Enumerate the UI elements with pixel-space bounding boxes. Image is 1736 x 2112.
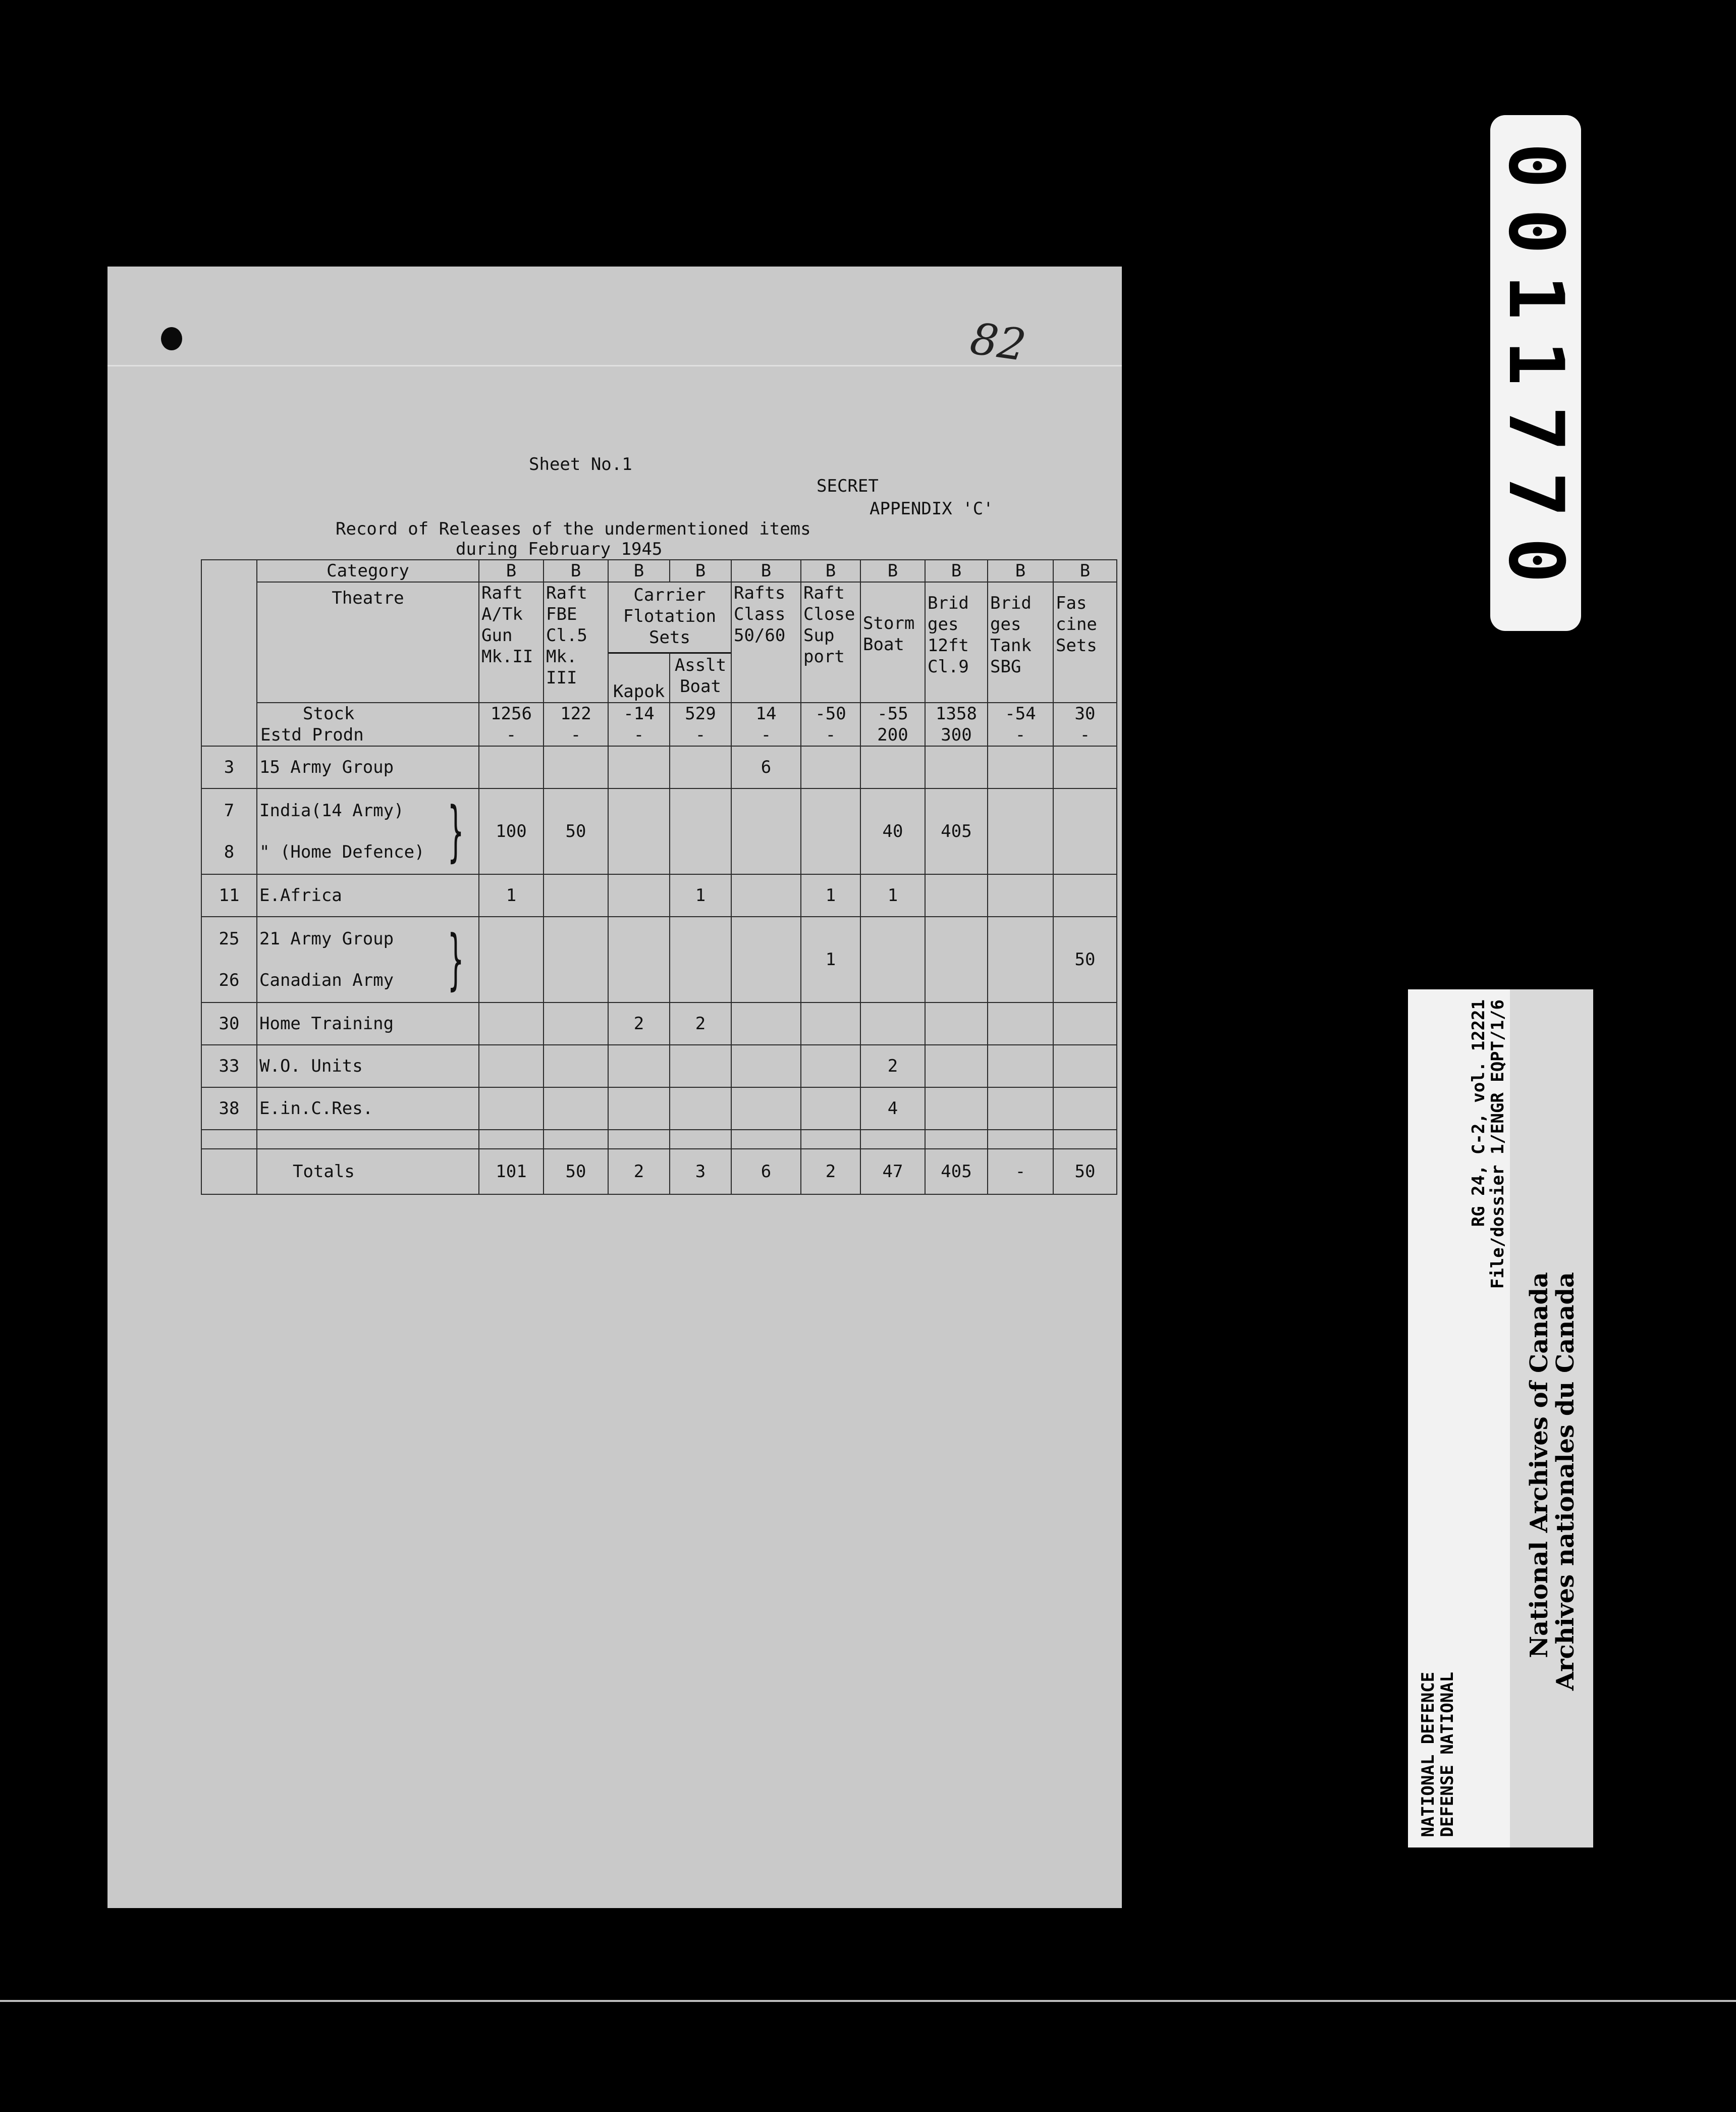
value-cell bbox=[801, 746, 860, 788]
archive-reference-label bbox=[1408, 989, 1514, 1847]
value-cell bbox=[988, 1045, 1053, 1087]
estd-value: 200 bbox=[877, 725, 908, 745]
estd-value: - bbox=[761, 725, 772, 745]
value-cell bbox=[544, 746, 608, 788]
theatre-name-value: W.O. Units bbox=[259, 1056, 363, 1076]
category-cell: B bbox=[608, 560, 670, 582]
value-cell bbox=[988, 746, 1053, 788]
category-header: Category bbox=[257, 560, 479, 582]
stock-value: -14 bbox=[623, 704, 655, 724]
value-cell bbox=[925, 746, 988, 788]
value-cell bbox=[1053, 874, 1117, 917]
value-cell bbox=[1053, 746, 1117, 788]
estd-value: - bbox=[1079, 725, 1091, 745]
value-cell: 40 bbox=[860, 788, 925, 874]
row-number-value: 38 bbox=[219, 1098, 240, 1119]
blank-row bbox=[201, 1130, 1117, 1149]
col-header-raft-close: Raft Close Sup port bbox=[801, 582, 860, 703]
stock-labels bbox=[257, 703, 479, 746]
row-number bbox=[201, 874, 257, 917]
total-cell: 2 bbox=[801, 1149, 860, 1194]
value-cell: 1 bbox=[801, 874, 860, 917]
record-group-reference: RG 24, C-2, vol. 12221 bbox=[1469, 999, 1489, 1227]
value-cell: 4 bbox=[860, 1087, 925, 1130]
category-cell: B bbox=[544, 560, 608, 582]
totals-row bbox=[201, 1149, 1117, 1194]
value-cell bbox=[608, 874, 670, 917]
row-number bbox=[201, 788, 257, 874]
page-fold-line bbox=[107, 365, 1122, 366]
value-cell bbox=[801, 1002, 860, 1045]
file-reference: File/dossier 1/ENGR EQPT/1/6 bbox=[1488, 999, 1508, 1289]
value-cell bbox=[608, 1045, 670, 1087]
archives-name-fr: Archives nationales du Canada bbox=[1551, 1272, 1580, 1691]
total-cell: 47 bbox=[860, 1149, 925, 1194]
total-cell: - bbox=[988, 1149, 1053, 1194]
value-cell bbox=[925, 1087, 988, 1130]
category-cell: B bbox=[988, 560, 1053, 582]
theatre-name-value: India(14 Army) bbox=[259, 801, 404, 821]
appendix-label: APPENDIX 'C' bbox=[870, 499, 994, 519]
stock-cell bbox=[544, 703, 608, 746]
value-cell bbox=[860, 1002, 925, 1045]
row-number bbox=[201, 917, 257, 1002]
value-cell: 2 bbox=[608, 1002, 670, 1045]
value-cell bbox=[608, 746, 670, 788]
value-cell bbox=[988, 917, 1053, 1002]
value-cell bbox=[670, 1045, 731, 1087]
value-cell bbox=[670, 788, 731, 874]
value-cell bbox=[925, 874, 988, 917]
totals-label: Totals bbox=[257, 1149, 479, 1194]
col-header-bridges-12ft: Brid ges 12ft Cl.9 bbox=[925, 582, 988, 703]
row-number-value: 11 bbox=[219, 885, 240, 906]
total-cell: 50 bbox=[544, 1149, 608, 1194]
category-cell: B bbox=[1053, 560, 1117, 582]
row-number bbox=[201, 746, 257, 788]
value-cell: 50 bbox=[1053, 917, 1117, 1002]
theatre-name-value: E.Africa bbox=[259, 885, 342, 906]
estd-value: - bbox=[695, 725, 706, 745]
row-number bbox=[201, 1002, 257, 1045]
theatre-name bbox=[257, 917, 479, 1002]
theatre-name bbox=[257, 1002, 479, 1045]
value-cell: 1 bbox=[860, 874, 925, 917]
value-cell: 1 bbox=[479, 874, 544, 917]
theatre-name-value: E.in.C.Res. bbox=[259, 1098, 373, 1119]
category-cell: B bbox=[670, 560, 731, 582]
value-cell: 1 bbox=[670, 874, 731, 917]
stock-value: -50 bbox=[815, 704, 846, 724]
value-cell bbox=[801, 1087, 860, 1130]
value-cell bbox=[731, 1087, 801, 1130]
theatre-row bbox=[201, 1087, 1117, 1130]
category-row bbox=[201, 560, 1117, 582]
row-number-value: 33 bbox=[219, 1056, 240, 1076]
theatre-row bbox=[201, 1045, 1117, 1087]
stock-value: 529 bbox=[685, 704, 716, 724]
theatre-name-value: " (Home Defence) bbox=[259, 842, 425, 862]
stock-value: 1256 bbox=[491, 704, 532, 724]
punch-hole bbox=[161, 327, 182, 350]
document-page bbox=[107, 267, 1122, 1908]
value-cell: 405 bbox=[925, 788, 988, 874]
value-cell bbox=[608, 917, 670, 1002]
total-cell: 3 bbox=[670, 1149, 731, 1194]
value-cell bbox=[1053, 1002, 1117, 1045]
value-cell bbox=[860, 917, 925, 1002]
row-number-value: 30 bbox=[219, 1014, 240, 1034]
value-cell: 100 bbox=[479, 788, 544, 874]
col-header-raft-fbe: Raft FBE Cl.5 Mk. III bbox=[544, 582, 608, 703]
value-cell bbox=[608, 1087, 670, 1130]
microfilm-frame-number bbox=[1490, 115, 1581, 631]
col-header-kapok: Kapok bbox=[609, 652, 669, 702]
theatre-name-value: Home Training bbox=[259, 1014, 394, 1034]
total-cell: 405 bbox=[925, 1149, 988, 1194]
value-cell bbox=[925, 917, 988, 1002]
category-cell: B bbox=[731, 560, 801, 582]
row-number bbox=[201, 1087, 257, 1130]
stock-value: 122 bbox=[560, 704, 591, 724]
row-number-value: 25 bbox=[219, 929, 240, 949]
stock-cell bbox=[988, 703, 1053, 746]
archives-name-en: National Archives of Canada bbox=[1525, 1272, 1553, 1658]
value-cell bbox=[1053, 1045, 1117, 1087]
value-cell bbox=[479, 746, 544, 788]
value-cell bbox=[925, 1002, 988, 1045]
theatre-header: Theatre bbox=[257, 582, 479, 703]
grouping-brace: } bbox=[448, 793, 464, 869]
col-header-raft-atk: Raft A/Tk Gun Mk.II bbox=[479, 582, 544, 703]
value-cell bbox=[988, 788, 1053, 874]
theatre-row bbox=[201, 1002, 1117, 1045]
col-header-storm-boat: Storm Boat bbox=[860, 582, 925, 703]
value-cell bbox=[479, 917, 544, 1002]
stock-row bbox=[201, 703, 1117, 746]
value-cell: 6 bbox=[731, 746, 801, 788]
classification-label: SECRET bbox=[817, 476, 879, 496]
theatre-row bbox=[201, 788, 1117, 874]
value-cell bbox=[731, 1045, 801, 1087]
item-header-row bbox=[201, 582, 1117, 703]
value-cell bbox=[801, 788, 860, 874]
value-cell bbox=[670, 917, 731, 1002]
value-cell bbox=[608, 788, 670, 874]
releases-table bbox=[201, 559, 1117, 1195]
theatre-row bbox=[201, 746, 1117, 788]
stock-cell bbox=[1053, 703, 1117, 746]
sheet-number: Sheet No.1 bbox=[529, 454, 632, 474]
estd-value: - bbox=[506, 725, 517, 745]
theatre-name-value: Canadian Army bbox=[259, 970, 394, 990]
value-cell bbox=[544, 1002, 608, 1045]
value-cell: 50 bbox=[544, 788, 608, 874]
value-cell bbox=[544, 874, 608, 917]
value-cell bbox=[1053, 1087, 1117, 1130]
number-column-header bbox=[201, 560, 257, 746]
col-header-fascine-sets: Fas cine Sets bbox=[1053, 582, 1117, 703]
theatre-row bbox=[201, 874, 1117, 917]
value-cell bbox=[670, 746, 731, 788]
department-en: NATIONAL DEFENCE bbox=[1418, 1672, 1438, 1837]
value-cell bbox=[544, 1087, 608, 1130]
col-header-rafts-class: Rafts Class 50/60 bbox=[731, 582, 801, 703]
grouping-brace: } bbox=[448, 921, 464, 997]
stock-cell bbox=[860, 703, 925, 746]
row-number-value: 8 bbox=[224, 842, 235, 862]
carrier-flotation-label: Carrier Flotation Sets bbox=[623, 585, 717, 648]
stock-cell bbox=[925, 703, 988, 746]
value-cell bbox=[731, 1002, 801, 1045]
estd-value: - bbox=[633, 725, 644, 745]
category-cell: B bbox=[925, 560, 988, 582]
col-header-carrier-flotation bbox=[608, 582, 731, 703]
film-number-text: 0011770 bbox=[1492, 142, 1580, 604]
stock-value: -54 bbox=[1005, 704, 1036, 724]
value-cell bbox=[670, 1087, 731, 1130]
stock-value: 1358 bbox=[936, 704, 977, 724]
stock-label: Stock bbox=[303, 704, 355, 724]
value-cell: 2 bbox=[860, 1045, 925, 1087]
total-cell: 6 bbox=[731, 1149, 801, 1194]
estd-prodn-label: Estd Prodn bbox=[260, 725, 364, 745]
value-cell: 1 bbox=[801, 917, 860, 1002]
col-header-asslt-boat: Asslt Boat bbox=[669, 652, 731, 702]
theatre-name-value: 21 Army Group bbox=[259, 929, 394, 949]
theatre-row bbox=[201, 917, 1117, 1002]
theatre-name-value: 15 Army Group bbox=[259, 757, 394, 777]
theatre-name bbox=[257, 1087, 479, 1130]
theatre-name bbox=[257, 746, 479, 788]
stock-cell bbox=[670, 703, 731, 746]
value-cell bbox=[731, 917, 801, 1002]
total-cell: 2 bbox=[608, 1149, 670, 1194]
stock-cell bbox=[801, 703, 860, 746]
row-number-value: 3 bbox=[224, 757, 235, 777]
category-cell: B bbox=[860, 560, 925, 582]
estd-value: - bbox=[1015, 725, 1026, 745]
value-cell bbox=[479, 1002, 544, 1045]
record-title-line1: Record of Releases of the undermentioned items bbox=[336, 519, 811, 539]
category-cell: B bbox=[801, 560, 860, 582]
total-cell: 101 bbox=[479, 1149, 544, 1194]
value-cell bbox=[544, 917, 608, 1002]
value-cell bbox=[479, 1087, 544, 1130]
stock-value: 30 bbox=[1074, 704, 1096, 724]
estd-value: 300 bbox=[941, 725, 972, 745]
row-number bbox=[201, 1045, 257, 1087]
row-number-value: 7 bbox=[224, 801, 235, 821]
value-cell bbox=[988, 874, 1053, 917]
value-cell bbox=[925, 1045, 988, 1087]
stock-cell bbox=[608, 703, 670, 746]
total-cell: 50 bbox=[1053, 1149, 1117, 1194]
value-cell bbox=[544, 1045, 608, 1087]
department-fr: DEFENSE NATIONAL bbox=[1437, 1672, 1457, 1837]
estd-value: - bbox=[570, 725, 581, 745]
theatre-name bbox=[257, 1045, 479, 1087]
value-cell bbox=[1053, 788, 1117, 874]
value-cell bbox=[801, 1045, 860, 1087]
category-cell: B bbox=[479, 560, 544, 582]
value-cell bbox=[988, 1087, 1053, 1130]
col-header-bridges-tank: Brid ges Tank SBG bbox=[988, 582, 1053, 703]
value-cell: 2 bbox=[670, 1002, 731, 1045]
stock-value: -55 bbox=[877, 704, 908, 724]
theatre-name bbox=[257, 874, 479, 917]
value-cell bbox=[479, 1045, 544, 1087]
value-cell bbox=[731, 788, 801, 874]
theatre-name bbox=[257, 788, 479, 874]
record-title-line2: during February 1945 bbox=[456, 539, 663, 559]
archives-name-label bbox=[1510, 989, 1593, 1847]
bottom-rule bbox=[0, 2000, 1736, 2002]
handwritten-page-number: 82 bbox=[967, 313, 1029, 372]
stock-value: 14 bbox=[755, 704, 777, 724]
estd-value: - bbox=[825, 725, 836, 745]
value-cell bbox=[731, 874, 801, 917]
row-number-value: 26 bbox=[219, 970, 240, 990]
stock-cell bbox=[479, 703, 544, 746]
value-cell bbox=[860, 746, 925, 788]
value-cell bbox=[988, 1002, 1053, 1045]
stock-cell bbox=[731, 703, 801, 746]
